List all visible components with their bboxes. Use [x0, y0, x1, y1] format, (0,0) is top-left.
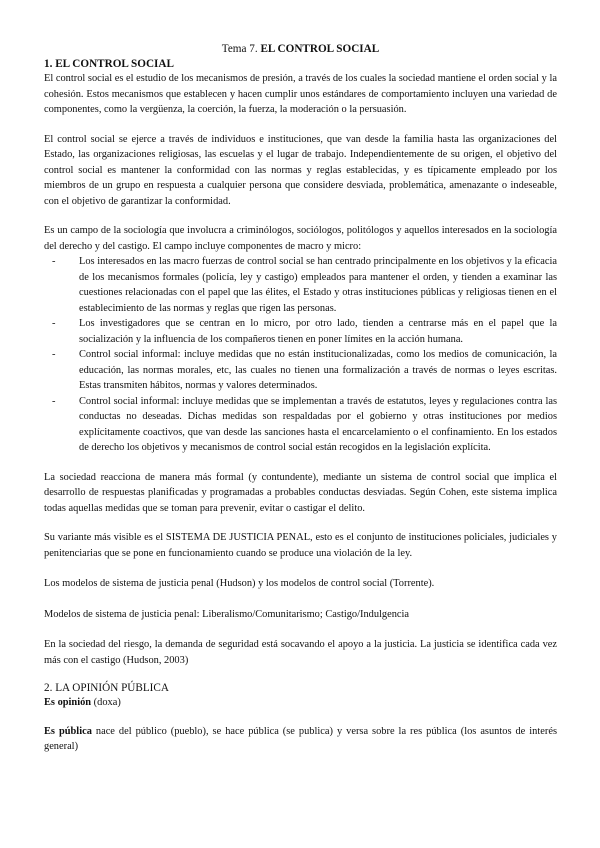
paragraph-institutions: El control social se ejerce a través de individuos e instituciones, que van desde la familia hasta las organizaciones del Estado, las organizaciones religiosas, las escuelas y el lugar de trabajo. Independientemente de su origen, el objetivo del control social es mantener la conformidad con las normas y reglas establecidas, y es típicamente empleado por los miembros de un grupo en respuesta a cualquier persona que considere desviada, problemática, amenazante o indeseable, con el objetivo de garantizar la conformidad. — [44, 133, 557, 207]
page-title — [44, 42, 557, 56]
document-page — [44, 42, 557, 755]
paragraph-justice-system: Su variante más visible es el SISTEMA DE JUSTICIA PENAL, esto es el conjunto de instituciones policiales, judiciales y penitenciarias que se pone en funcionamiento cuando se produce una violación de la ley. — [44, 532, 557, 559]
list-item: - Control social informal: incluye medidas que no están institucionalizadas, como los medios de comunicación, la educación, las normas morales, etc, las cuales no tienen una formalización a través de normas o leyes escritas. Estas transmiten hábitos, normas y valores determinados. — [52, 349, 557, 391]
list-item: - Control social informal: incluye medidas que se implementan a través de estatutos, leyes y regulaciones contra las conductas no deseadas. Dichas medidas son respaldadas por el gobierno y otras instituciones por medios explícitamente coactivos, que van desde las sanciones hasta el encarcelamiento o el confinamiento. En los estados de derecho los objetivos y mecanismos de control social están recogidos en la legislación explícita. — [52, 395, 557, 453]
paragraph-opinion: Es opinión (doxa) — [44, 697, 121, 708]
paragraph-risk-society: En la sociedad del riesgo, la demanda de seguridad está socavando el apoyo a la justicia. La justicia se identifica cada vez más con el castigo (Hudson, 2003) — [44, 639, 557, 666]
section-2-heading: 2. LA OPINIÓN PÚBLICA — [44, 682, 169, 694]
list-item: - Los interesados en las macro fuerzas de control social se han centrado principalmente en los objetivos y la eficacia de los mecanismos formales (policía, ley y castigo) empleados para mantener el orden, y tienden a examinar las cuestiones relacionadas con el papel que las élites, el Estado y otras instituciones públicas y religiosas tienen en el establecimiento de las normas y reglas que rigen las personas. — [52, 256, 557, 314]
list-item: - Los investigadores que se centran en lo micro, por otro lado, tienden a centrarse más en el papel que la socialización y la influencia de los compañeros tienen en poner límites en la acción humana. — [52, 318, 557, 345]
paragraph-field: Es un campo de la sociología que involucra a criminólogos, sociólogos, politólogos y aquellos interesados en la sociología del derecho y del castigo. El campo incluye componentes de macro y micro: — [44, 225, 557, 252]
paragraph-formal-reaction: La sociedad reacciona de manera más formal (y contundente), mediante un sistema de control social que implica el desarrollo de respuestas planificadas y programadas a probables conductas desviadas. Según Cohen, este sistema implica todas aquellas medidas que se toman para prevenir, evitar o castigar el delito. — [44, 471, 557, 514]
title-main: EL CONTROL SOCIAL — [260, 43, 380, 55]
title-prefix: Tema 7. — [221, 43, 258, 55]
paragraph-publica: Es pública nace del público (pueblo), se hace pública (se publica) y versa sobre la res pública (los asuntos de interés general) — [44, 725, 557, 752]
section-1-heading: 1. EL CONTROL SOCIAL — [44, 58, 174, 70]
paragraph-models: Los modelos de sistema de justicia penal (Hudson) y los modelos de control social (Torrente). — [44, 578, 435, 589]
paragraph-definition: El control social es el estudio de los mecanismos de presión, a través de los cuales la sociedad mantiene el orden social y la cohesión. Estos mecanismos que establecen y hacen cumplir unos estándares de comportamiento incluyen una variedad de componentes, como la vergüenza, la coerción, la fuerza, la moderación o la persuasión. — [44, 73, 557, 115]
components-list — [44, 254, 557, 456]
paragraph-model-types: Modelos de sistema de justicia penal: Liberalismo/Comunitarismo; Castigo/Indulgencia — [44, 608, 410, 620]
